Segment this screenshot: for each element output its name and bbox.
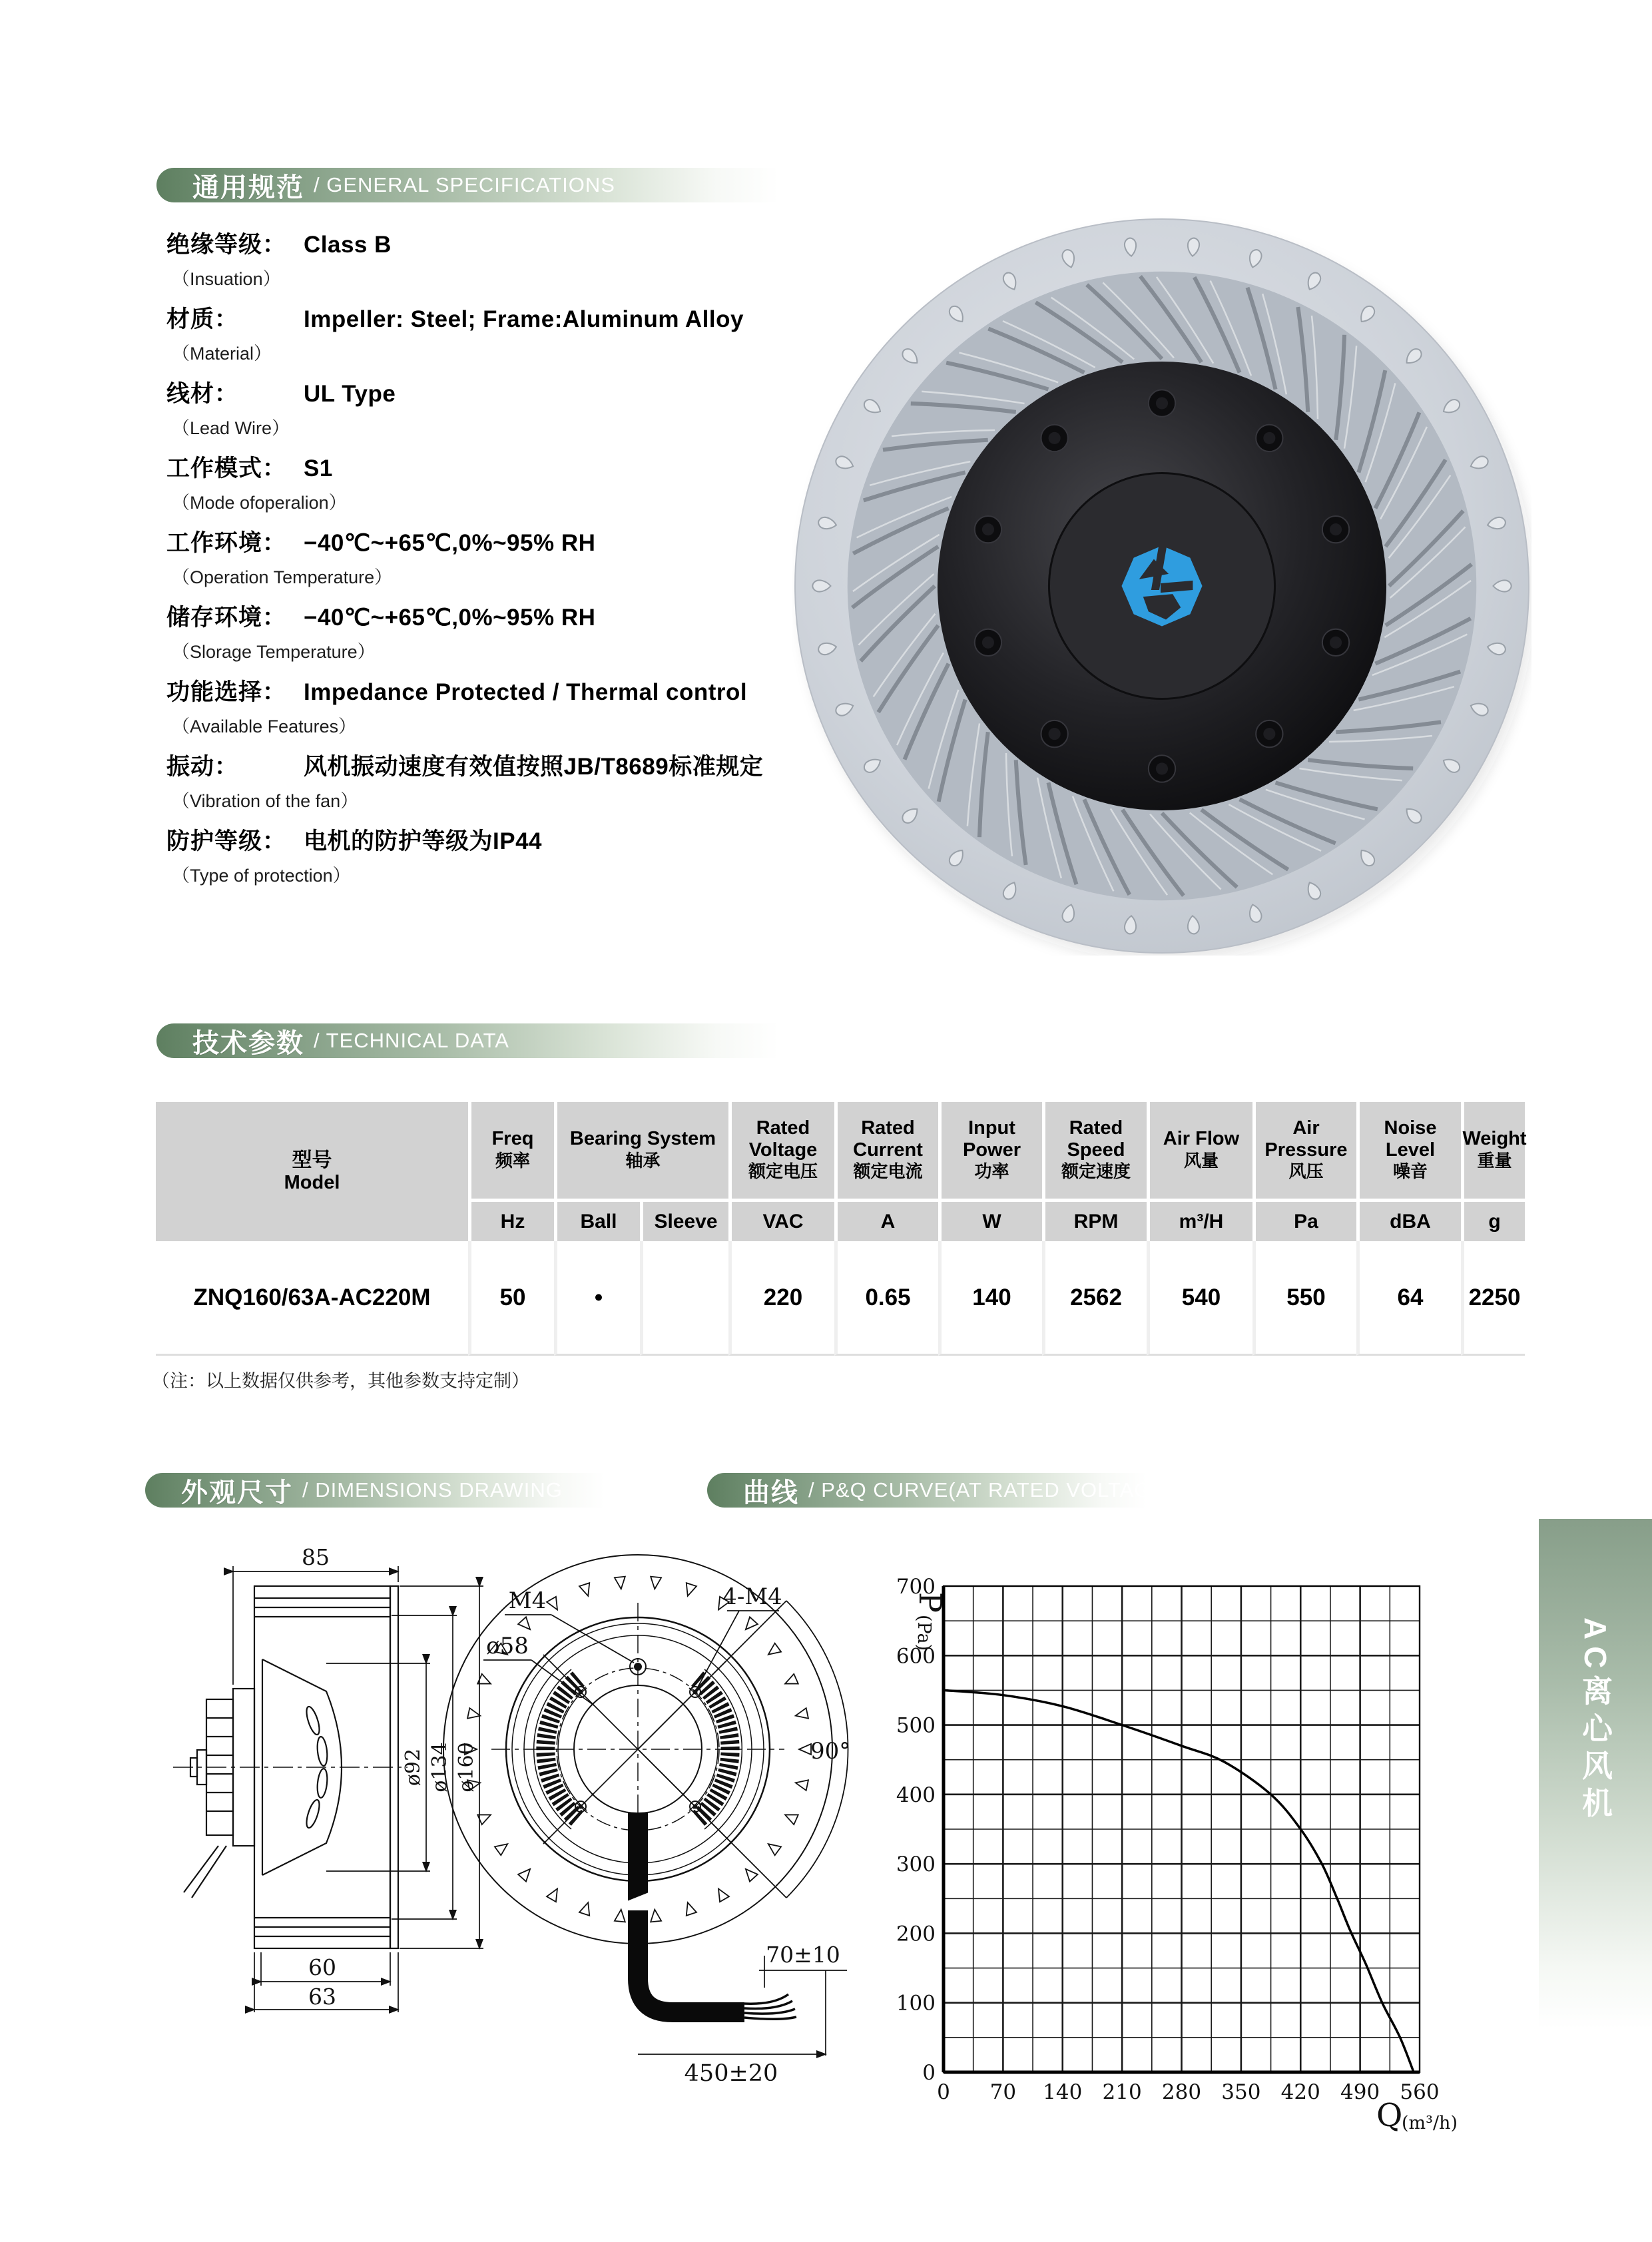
y-tick-label: 400 (896, 1783, 936, 1807)
table-header-line: 额定电压 (748, 1161, 818, 1182)
spec-row (166, 450, 832, 525)
table-row-value: 550 (1252, 1241, 1356, 1356)
y-tick-label: 700 (896, 1575, 936, 1599)
model-header-en: Model (284, 1172, 340, 1194)
svg-text:Q: Q (1376, 2097, 1403, 2134)
label-4m4: 4-M4 (722, 1583, 782, 1610)
x-tick-label: 280 (1161, 2080, 1202, 2104)
spec-row (166, 823, 832, 898)
y-tick-label: 0 (922, 2061, 936, 2085)
table-unit-cell: Pa (1252, 1199, 1356, 1241)
x-tick-label: 420 (1280, 2080, 1320, 2104)
spec-main (166, 823, 832, 856)
spec-value: −40℃~+65℃,0%~95% RH (304, 530, 596, 556)
y-tick-label: 500 (896, 1713, 936, 1738)
spec-label: 工作模式： (166, 455, 287, 481)
table-header-line: Air (1292, 1117, 1320, 1139)
category-side-tab (1539, 1519, 1652, 2029)
pq-curve-line (944, 1690, 1414, 2072)
spec-row (166, 674, 832, 748)
spec-value: UL Type (304, 381, 396, 407)
spec-label: 材质： (166, 306, 239, 332)
table-header-line: 风压 (1288, 1161, 1324, 1182)
category-side-tab-label: AC离心风机 (1578, 1617, 1613, 1824)
section-header-general (156, 168, 779, 202)
spec-main (166, 599, 832, 633)
section-title-en: / GENERAL SPECIFICATIONS (314, 173, 615, 196)
label-d58: ø58 (486, 1633, 529, 1659)
spec-value: 风机振动速度有效值按照JB/T8689标准规定 (304, 754, 764, 780)
spec-label: 振动： (166, 754, 239, 780)
spec-label: 储存环境： (166, 605, 287, 631)
label-450-20: 450±20 (684, 2060, 778, 2087)
spec-label: 线材： (166, 381, 239, 407)
table-row-value: 50 (468, 1241, 554, 1356)
section-title-en: / TECHNICAL DATA (314, 1029, 509, 1052)
spec-main (166, 525, 832, 558)
section-header-technical (156, 1023, 779, 1058)
spec-sub-label: （Material） (172, 344, 272, 364)
table-row-value (640, 1241, 728, 1356)
spec-row (166, 525, 832, 599)
table-row-value: 220 (728, 1241, 834, 1356)
dim-label-d160: ø160 (455, 1742, 478, 1793)
table-header-cell (834, 1102, 938, 1199)
spec-value: −40℃~+65℃,0%~95% RH (304, 605, 596, 631)
table-header-cell (938, 1102, 1042, 1199)
table-row-value: 64 (1356, 1241, 1461, 1356)
table-header-line: Rated (861, 1117, 915, 1139)
table-unit-cell: VAC (728, 1199, 834, 1241)
dim-label-d134: ø134 (428, 1742, 451, 1793)
section-title-en: / P&Q CURVE(AT RATED VOLTAGE) (808, 1478, 1173, 1502)
spec-sub-label: （Lead Wire） (172, 418, 290, 438)
table-header-line: Pressure (1264, 1139, 1348, 1161)
dim-label-60: 60 (308, 1954, 336, 1980)
table-header-cell (554, 1102, 728, 1199)
label-m4: M4 (508, 1587, 547, 1614)
section-header-curve (707, 1473, 1173, 1508)
spec-main (166, 674, 832, 707)
spec-sub-label: （Type of protection） (172, 866, 351, 886)
spec-sub-label: （Mode ofoperalion） (172, 493, 347, 513)
table-unit-cell: dBA (1356, 1199, 1461, 1241)
technical-data-table (156, 1102, 1525, 1356)
table-header-line: Input (968, 1117, 1015, 1139)
section-header-dimensions (145, 1473, 605, 1508)
table-unit-cell: Sleeve (640, 1199, 728, 1241)
table-row-value: 140 (938, 1241, 1042, 1356)
general-spec-list (166, 226, 832, 898)
dim-label-d92: ø92 (402, 1748, 425, 1787)
spec-row (166, 599, 832, 674)
spec-main (166, 301, 832, 334)
table-header-line: 功率 (974, 1161, 1009, 1182)
pq-curve-chart (862, 1548, 1468, 2147)
spec-main (166, 226, 832, 260)
label-70-10: 70±10 (766, 1942, 840, 1968)
table-row-value: 540 (1147, 1241, 1252, 1356)
table-header-line: 频率 (495, 1150, 530, 1171)
table-footnote: （注：以上数据仅供参考，其他参数支持定制） (152, 1371, 529, 1391)
table-header-model (156, 1102, 468, 1241)
x-tick-label: 490 (1340, 2080, 1380, 2104)
table-header-cell (468, 1102, 554, 1199)
table-header-line: Level (1385, 1139, 1436, 1161)
spec-row (166, 748, 832, 823)
dim-label-depth: 85 (302, 1546, 330, 1570)
spec-label: 功能选择： (166, 679, 287, 705)
chart-plot-area (896, 1575, 1440, 2104)
table-row-value: 2250 (1461, 1241, 1525, 1356)
spec-label: 绝缘等级： (166, 232, 287, 258)
spec-label: 工作环境： (166, 530, 287, 556)
table-header-cell (1042, 1102, 1147, 1199)
spec-sub-label: （Insuation） (172, 269, 281, 289)
x-tick-label: 350 (1221, 2080, 1261, 2104)
table-unit-cell: m³/H (1147, 1199, 1252, 1241)
spec-sub-label: （Operation Temperature） (172, 567, 393, 587)
y-tick-label: 200 (896, 1922, 936, 1946)
table-header-cell (728, 1102, 834, 1199)
table-header-line: 额定电流 (853, 1161, 923, 1182)
table-unit-cell: Hz (468, 1199, 554, 1241)
spec-main (166, 450, 832, 483)
svg-text:P: P (912, 1592, 948, 1613)
spec-value: Class B (304, 232, 392, 258)
svg-text:(m³/h): (m³/h) (1402, 2113, 1458, 2133)
section-title-zh: 曲线 (743, 1478, 799, 1508)
table-header-line: Air Flow (1163, 1128, 1240, 1150)
table-header-cell (1356, 1102, 1461, 1199)
spec-label: 防护等级： (166, 828, 287, 854)
table-header-line: 额定速度 (1061, 1161, 1131, 1182)
table-header-line: Bearing System (569, 1128, 716, 1150)
x-tick-label: 210 (1102, 2080, 1142, 2104)
table-row-value: • (554, 1241, 640, 1356)
table-header-line: Speed (1067, 1139, 1125, 1161)
table-header-cell (1252, 1102, 1356, 1199)
model-header-zh: 型号 (292, 1149, 332, 1172)
spec-row (166, 226, 832, 301)
table-row-model: ZNQ160/63A-AC220M (156, 1241, 468, 1356)
table-header-line: 轴承 (625, 1150, 661, 1171)
table-unit-cell: g (1461, 1199, 1525, 1241)
table-unit-cell: Ball (554, 1199, 640, 1241)
table-unit-cell: RPM (1042, 1199, 1147, 1241)
table-header-line: 噪音 (1392, 1161, 1428, 1182)
table-unit-cell: A (834, 1199, 938, 1241)
table-header-cell (1147, 1102, 1252, 1199)
y-tick-label: 600 (896, 1644, 936, 1669)
section-title-zh: 技术参数 (192, 1028, 304, 1058)
spec-main (166, 376, 832, 409)
table-header-line: Rated (1069, 1117, 1123, 1139)
spec-value: S1 (304, 455, 333, 481)
spec-value: 电机的防护等级为IP44 (304, 828, 543, 854)
dim-label-63: 63 (308, 1984, 336, 2010)
table-header-line: Freq (491, 1128, 534, 1150)
spec-value: Impedance Protected / Thermal control (304, 679, 748, 705)
section-title-zh: 外观尺寸 (181, 1478, 293, 1508)
spec-row (166, 301, 832, 376)
svg-text:(Pa): (Pa) (914, 1615, 934, 1651)
table-header-line: Rated (756, 1117, 810, 1139)
spec-row (166, 376, 832, 450)
spec-sub-label: （Vibration of the fan） (172, 791, 359, 811)
table-row-value: 2562 (1042, 1241, 1147, 1356)
table-header-line: Power (962, 1139, 1021, 1161)
y-tick-label: 100 (896, 1991, 936, 2016)
section-title-zh: 通用规范 (192, 172, 304, 202)
table-header-line: 重量 (1477, 1150, 1512, 1171)
y-tick-label: 300 (896, 1852, 936, 1877)
table-header-line: Weight (1462, 1128, 1527, 1150)
table-unit-cell: W (938, 1199, 1042, 1241)
spec-value: Impeller: Steel; Frame:Aluminum Alloy (304, 306, 744, 332)
section-title-en: / DIMENSIONS DRAWING (302, 1478, 563, 1502)
label-90deg: 90° (810, 1738, 851, 1765)
table-header-line: Current (853, 1139, 923, 1161)
table-header-line: Voltage (748, 1139, 818, 1161)
table-header-cell (1461, 1102, 1525, 1199)
fan-product-photo (792, 216, 1531, 956)
x-tick-label: 0 (937, 2080, 950, 2104)
spec-sub-label: （Slorage Temperature） (172, 642, 376, 662)
table-header-line: Noise (1384, 1117, 1437, 1139)
table-header-line: 风量 (1183, 1150, 1219, 1171)
table-row-value: 0.65 (834, 1241, 938, 1356)
x-tick-label: 560 (1400, 2080, 1440, 2104)
spec-sub-label: （Available Features） (172, 716, 357, 736)
x-tick-label: 70 (989, 2080, 1017, 2104)
dimension-drawing-front-view (426, 1528, 852, 2088)
x-tick-label: 140 (1043, 2080, 1083, 2104)
spec-main (166, 748, 832, 782)
